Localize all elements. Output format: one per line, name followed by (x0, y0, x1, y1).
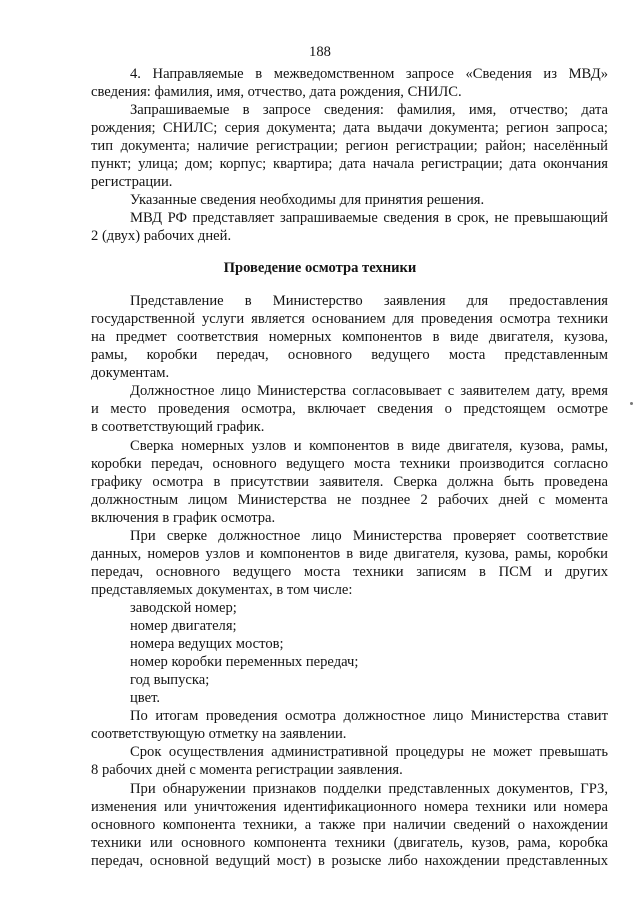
text-line: представляемых документах, в том числе: (91, 582, 353, 598)
text-line: Представление в Министерство заявления для предоставления (130, 293, 608, 309)
list-item: номер двигателя; (130, 618, 237, 634)
text-line: тип документа; наличие регистрации; регион регистрации; район; населённый (91, 138, 608, 154)
text-line: должностным лицом Министерства не позднее 2 рабочих дней с момента (91, 492, 608, 508)
text-line: Срок осуществления административной процедуры не может превышать (130, 744, 608, 760)
text-line: По итогам проведения осмотра должностное лицо Министерства ставит (130, 708, 608, 724)
text-line: При сверке должностное лицо Министерства проверяет соответствие (130, 528, 608, 544)
list-item: заводской номер; (130, 600, 237, 616)
section-heading: Проведение осмотра техники (223, 260, 417, 276)
text-line: включения в график осмотра. (91, 510, 276, 526)
text-line: Должностное лицо Министерства согласовывает с заявителем дату, время (130, 383, 608, 399)
list-item: цвет. (130, 690, 161, 706)
text-line: графику осмотра в присутствии заявителя. Сверка должна быть проведена (91, 474, 608, 490)
text-line: основного компонента техники, а также при наличии сведений о нахождении (91, 817, 608, 833)
text-line: Запрашиваемые в запросе сведения: фамилия, имя, отчество; дата (130, 102, 608, 118)
page-number: 188 (309, 44, 331, 60)
text-line: рождения; СНИЛС; серия документа; дата выдачи документа; регион запроса; (91, 120, 608, 136)
list-item: номера ведущих мостов; (130, 636, 284, 652)
text-line: 8 рабочих дней с момента регистрации заявления. (91, 762, 403, 778)
text-line: При обнаружении признаков подделки представленных документов, ГРЗ, (130, 781, 608, 797)
text-line: передач, основной ведущий мост) в розыске либо нахождении представленных (91, 853, 608, 869)
text-line: данных, номеров узлов и компонентов в виде двигателя, кузова, рамы, коробки (91, 546, 608, 562)
text-line: сведения: фамилия, имя, отчество, дата рождения, СНИЛС. (91, 84, 462, 100)
text-line: государственной услуги является основанием для проведения осмотра техники (91, 311, 608, 327)
list-item: номер коробки переменных передач; (130, 654, 359, 670)
text-line: МВД РФ представляет запрашиваемые сведения в срок, не превышающий (130, 210, 608, 226)
text-line: Указанные сведения необходимы для принятия решения. (130, 192, 485, 208)
text-line: регистрации. (91, 174, 173, 190)
text-line: передач, основного ведущего моста техники записям в ПСМ и других (91, 564, 608, 580)
text-line: коробки передач, основного ведущего моста техники производится согласно (91, 456, 608, 472)
text-line: на предмет соответствия номерных компонентов в виде двигателя, кузова, (91, 329, 608, 345)
text-line: и место проведения осмотра, включает сведения о предстоящем осмотре (91, 401, 608, 417)
text-line: соответствующую отметку на заявлении. (91, 726, 347, 742)
text-line: 2 (двух) рабочих дней. (91, 228, 232, 244)
scan-speck (630, 402, 633, 405)
text-line: техники или основного компонента техники (двигатель, кузов, рама, коробка (91, 835, 608, 851)
list-item: год выпуска; (130, 672, 210, 688)
text-line: 4. Направляемые в межведомственном запросе «Сведения из МВД» (130, 66, 608, 82)
text-line: пункт; улица; дом; корпус; квартира; дата начала регистрации; дата окончания (91, 156, 608, 172)
text-line: изменения или уничтожения идентификационного номера техники или номера (91, 799, 608, 815)
text-line: в соответствующий график. (91, 419, 265, 435)
text-line: рамы, коробки передач, основного ведущего моста представленным (91, 347, 608, 363)
text-line: Сверка номерных узлов и компонентов в виде двигателя, кузова, рамы, (130, 438, 608, 454)
text-line: документам. (91, 365, 170, 381)
